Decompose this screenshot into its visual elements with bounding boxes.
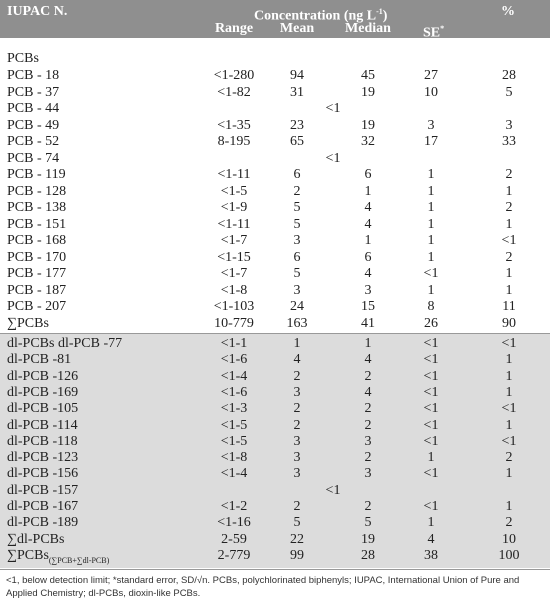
- mean-value: 3: [293, 433, 301, 449]
- range-value: <1-280: [213, 68, 255, 83]
- not-detected-value: <1: [325, 101, 341, 116]
- row-name: PCB - 74: [7, 150, 60, 166]
- mean-value: 3: [293, 233, 301, 248]
- se-value: <1: [423, 417, 439, 433]
- mean-value: 6: [293, 167, 301, 182]
- row-name: PCB - 18: [7, 68, 60, 83]
- median-value: 28: [361, 547, 375, 563]
- median-value: 4: [364, 384, 372, 400]
- table-row: [0, 184, 550, 200]
- range-value: 8-195: [217, 134, 251, 149]
- range-value: <1-8: [220, 282, 248, 298]
- table-row: [0, 200, 550, 216]
- percent-value: 1: [505, 216, 513, 232]
- mean-value: 22: [290, 531, 304, 547]
- row-name: dl-PCB -156: [7, 466, 79, 482]
- table-header: [0, 0, 550, 41]
- se-value: <1: [423, 401, 439, 417]
- table-row: [0, 483, 550, 499]
- percent-value: <1: [501, 336, 517, 351]
- mean-value: 5: [293, 200, 301, 215]
- row-name: ∑dl-PCBs: [7, 531, 65, 547]
- percent-value: 1: [505, 282, 513, 298]
- table-row: [0, 369, 550, 385]
- range-value: <1-4: [220, 368, 248, 384]
- se-value: <1: [423, 499, 439, 514]
- range-value: <1-11: [217, 216, 251, 232]
- footnote: <1, below detection limit; *standard error, SD/√n. PCBs, polychlorinated biphenyls; IUPAC, International Union of Pure and Applied Chemistry; dl-PCBs, dioxin-like PCBs.: [6, 575, 520, 599]
- table-row: [0, 548, 550, 564]
- table-row: [0, 68, 550, 84]
- divider: [0, 569, 550, 570]
- range-value: <1-5: [220, 433, 248, 449]
- table-row: [0, 134, 550, 150]
- row-name: dl-PCB -105: [7, 401, 79, 417]
- percent-value: 1: [505, 466, 513, 482]
- percent-value: <1: [501, 401, 517, 417]
- median-value: 2: [364, 368, 372, 384]
- table-row: [0, 418, 550, 434]
- percent-value: 1: [505, 499, 513, 514]
- row-name-subscript: (∑PCB+∑dl-PCB): [48, 555, 110, 565]
- se-value: <1: [423, 466, 439, 482]
- range-value: 2-59: [221, 531, 247, 547]
- row-name: PCB - 168: [7, 233, 67, 248]
- se-value: 27: [424, 68, 438, 83]
- se-value: 1: [427, 216, 435, 232]
- row-name: ∑PCBs: [7, 315, 49, 331]
- percent-value: 2: [505, 200, 513, 215]
- percent-value: 2: [505, 515, 513, 531]
- range-value: <1-15: [217, 249, 251, 265]
- se-value: 1: [427, 249, 435, 265]
- mean-value: 2: [293, 417, 301, 433]
- range-value: <1-8: [220, 450, 248, 466]
- range-value: <1-16: [217, 515, 251, 531]
- table-row: [0, 499, 550, 515]
- se-value: 4: [427, 531, 435, 547]
- percent-value: 1: [505, 183, 513, 199]
- range-value: <1-2: [220, 499, 248, 514]
- header-range: Range: [214, 21, 254, 36]
- percent-value: 11: [502, 299, 516, 314]
- range-value: <1-35: [217, 117, 251, 133]
- range-value: <1-5: [220, 417, 248, 433]
- range-value: <1-4: [220, 466, 248, 482]
- se-value: 1: [427, 515, 435, 531]
- range-value: <1-11: [217, 167, 251, 182]
- table-row: [0, 151, 550, 167]
- percent-value: 1: [505, 266, 513, 281]
- se-value: 38: [424, 547, 438, 563]
- median-value: 3: [364, 282, 372, 298]
- row-name: PCB - 52: [7, 134, 60, 149]
- row-name: dl-PCB -126: [7, 368, 79, 384]
- not-detected-value: <1: [325, 150, 341, 166]
- table-row: [0, 336, 550, 352]
- row-name: dl-PCB -81: [7, 352, 72, 368]
- row-name: dl-PCB -189: [7, 515, 79, 531]
- median-value: 32: [361, 134, 375, 149]
- range-value: <1-3: [220, 401, 248, 417]
- table-row: [0, 217, 550, 233]
- median-value: 41: [361, 315, 375, 331]
- row-name: PCB - 138: [7, 200, 67, 215]
- table-row: [0, 466, 550, 482]
- percent-value: 28: [502, 68, 516, 83]
- median-value: 4: [364, 266, 372, 281]
- row-name-text: ∑PCBs: [7, 547, 49, 563]
- se-value: <1: [423, 368, 439, 384]
- median-value: 4: [364, 200, 372, 215]
- percent-value: 2: [505, 450, 513, 466]
- percent-value: 1: [505, 384, 513, 400]
- mean-value: 2: [293, 499, 301, 514]
- table-row: [0, 85, 550, 101]
- row-name: dl-PCB -157: [7, 482, 79, 498]
- median-value: 2: [364, 401, 372, 417]
- mean-value: 3: [293, 384, 301, 400]
- header-mean: Mean: [279, 21, 315, 36]
- range-value: <1-7: [220, 266, 248, 281]
- table-row: [0, 101, 550, 117]
- table-row: [0, 316, 550, 332]
- median-value: 2: [364, 417, 372, 433]
- mean-value: 94: [290, 68, 304, 83]
- se-value: 1: [427, 167, 435, 182]
- median-value: 19: [361, 117, 375, 133]
- median-value: 3: [364, 433, 372, 449]
- row-name: dl-PCB -114: [7, 417, 78, 433]
- median-value: 1: [364, 336, 372, 351]
- se-value: 10: [424, 84, 438, 100]
- percent-value: 2: [505, 167, 513, 182]
- percent-value: 33: [502, 134, 516, 149]
- range-value: 2-779: [217, 547, 251, 563]
- mean-value: 4: [293, 352, 301, 368]
- percent-value: 1: [505, 368, 513, 384]
- mean-value: 23: [290, 117, 304, 133]
- row-name: PCB - 44: [7, 101, 60, 116]
- percent-value: <1: [501, 233, 517, 248]
- header-median: Median: [345, 21, 391, 36]
- table-row: [0, 515, 550, 531]
- header-percent: %: [501, 4, 515, 19]
- se-value: 17: [424, 134, 438, 149]
- row-name: dl-PCB -169: [7, 384, 79, 400]
- mean-value: 65: [290, 134, 304, 149]
- header-se: SE*: [423, 24, 445, 41]
- se-value: 1: [427, 200, 435, 215]
- percent-value: 1: [505, 352, 513, 368]
- percent-value: 3: [505, 117, 513, 133]
- median-value: 2: [364, 499, 372, 514]
- range-value: <1-9: [220, 200, 248, 215]
- range-value: <1-6: [220, 384, 248, 400]
- mean-value: 24: [290, 299, 304, 314]
- table-row: [0, 118, 550, 134]
- mean-value: 3: [293, 466, 301, 482]
- median-value: 4: [364, 216, 372, 232]
- table-row: [0, 450, 550, 466]
- percent-value: 90: [502, 315, 516, 331]
- section-label-pcbs: PCBs: [7, 51, 39, 66]
- mean-value: 5: [293, 515, 301, 531]
- row-name: PCB - 187: [7, 282, 67, 298]
- mean-value: 3: [293, 450, 301, 466]
- range-value: <1-1: [220, 336, 248, 351]
- range-value: <1-7: [220, 233, 248, 248]
- range-value: <1-6: [220, 352, 248, 368]
- percent-value: 2: [505, 249, 513, 265]
- percent-value: <1: [501, 433, 517, 449]
- not-detected-value: <1: [325, 482, 341, 498]
- median-value: 5: [364, 515, 372, 531]
- percent-value: 5: [505, 84, 513, 100]
- percent-value: 100: [498, 547, 520, 563]
- median-value: 6: [364, 249, 372, 265]
- median-value: 15: [361, 299, 375, 314]
- se-value: 1: [427, 450, 435, 466]
- median-value: 1: [364, 183, 372, 199]
- row-name: PCB - 128: [7, 183, 67, 199]
- median-value: 3: [364, 466, 372, 482]
- se-value: <1: [423, 266, 439, 281]
- mean-value: 5: [293, 266, 301, 281]
- mean-value: 3: [293, 282, 301, 298]
- se-value: <1: [423, 352, 439, 368]
- table-row: [0, 167, 550, 183]
- median-value: 45: [361, 68, 375, 83]
- row-name: dl-PCB -123: [7, 450, 79, 466]
- row-name: dl-PCB -167: [7, 499, 79, 514]
- table-row: [0, 401, 550, 417]
- row-name: PCB - 151: [7, 216, 67, 232]
- mean-value: 6: [293, 249, 301, 265]
- median-value: 2: [364, 450, 372, 466]
- row-name: PCB - 177: [7, 266, 67, 281]
- mean-value: 2: [293, 368, 301, 384]
- header-iupac: IUPAC N.: [7, 4, 68, 19]
- row-name: dl-PCB -118: [7, 433, 78, 449]
- table-row: [0, 283, 550, 299]
- divider: [0, 333, 550, 334]
- range-value: <1-5: [220, 183, 248, 199]
- se-value: <1: [423, 433, 439, 449]
- se-value: <1: [423, 384, 439, 400]
- row-name: PCB - 37: [7, 84, 60, 100]
- table-row: [0, 434, 550, 450]
- se-value: 1: [427, 233, 435, 248]
- mean-value: 163: [286, 315, 308, 331]
- mean-value: 2: [293, 401, 301, 417]
- se-value: 26: [424, 315, 438, 331]
- percent-value: 1: [505, 417, 513, 433]
- se-value: 8: [427, 299, 435, 314]
- row-name: PCB - 49: [7, 117, 60, 133]
- median-value: 4: [364, 352, 372, 368]
- mean-value: 2: [293, 183, 301, 199]
- table-row: [0, 233, 550, 249]
- se-value: 1: [427, 282, 435, 298]
- table-row: [0, 352, 550, 368]
- row-name: [7, 548, 109, 569]
- se-value: 3: [427, 117, 435, 133]
- table-row: [0, 532, 550, 548]
- median-value: 6: [364, 167, 372, 182]
- row-name: PCB - 119: [7, 167, 66, 182]
- mean-value: 99: [290, 547, 304, 563]
- header-concentration: Concentration (ng $L^{-1}$): [254, 7, 388, 24]
- mean-value: 1: [293, 336, 301, 351]
- median-value: 19: [361, 531, 375, 547]
- row-name: PCB - 170: [7, 249, 67, 265]
- percent-value: 10: [502, 531, 516, 547]
- row-name: dl-PCBs dl-PCB -77: [7, 336, 123, 351]
- table-row: [0, 299, 550, 315]
- se-value: <1: [423, 336, 439, 351]
- range-value: <1-103: [213, 299, 255, 314]
- table-row: [0, 250, 550, 266]
- row-name: PCB - 207: [7, 299, 67, 314]
- median-value: 1: [364, 233, 372, 248]
- se-value: 1: [427, 183, 435, 199]
- mean-value: 31: [290, 84, 304, 100]
- range-value: 10-779: [214, 315, 254, 331]
- table-row: [0, 266, 550, 282]
- median-value: 19: [361, 84, 375, 100]
- mean-value: 5: [293, 216, 301, 232]
- range-value: <1-82: [217, 84, 251, 100]
- table-row: [0, 385, 550, 401]
